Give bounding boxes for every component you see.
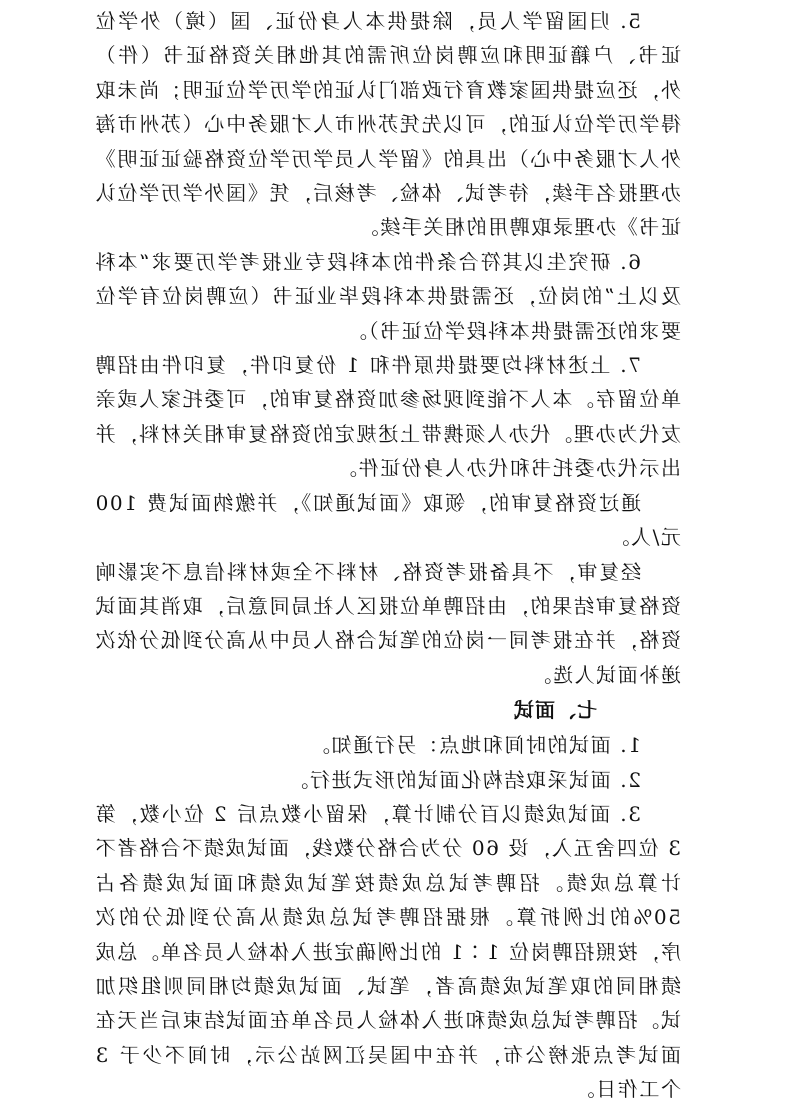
paragraph-originals-and-copies: 7. 上述材料均要提供原件和 1 份复印件，复印件由招聘单位留存。本人不能到现场参加资格复审的，可委托家人或亲友代为办理。代办人须携带上述规定的资格复审相关材料，并出示代办委托书和代办人身份证件。 xyxy=(94,353,681,481)
paragraph-interview-time: 1. 面试的时间和地点：另行通知。 xyxy=(308,733,641,758)
paragraph-interview-scoring: 3. 面试成绩以百分制计算，保留小数点后 2 位小数，第 3 位四舍五入，设 60 分为合格分数线，面试成绩不合格者不计算总成绩。招聘考试总成绩按笔试成绩和面试成绩各占 50%的比例折算。根据招聘考试总成绩从高分到低分的次序，按照招聘岗位 1∶1 的比例确定进入体检人员名单。总成绩相同的取笔试成绩高者，笔试、面试成绩均相同则组织加试。招聘考试总成绩和进入体检人员名单在面试结束后当天在面试考点张榜公布，并在中国吴江网站公示，时间不少于 3 个工作日。 xyxy=(94,801,681,1102)
paragraph-interview-format: 2. 面试采取结构化面试的形式进行。 xyxy=(286,767,641,792)
paragraph-disqualification: 经复审，不具备报考资格、材料不全或材料信息不实影响资格复审结果的，由招聘单位报区人社局同意后，取消其面试资格，并在报考同一岗位的笔试合格人员中从高分到低分依次递补面试人选。 xyxy=(94,559,681,687)
paragraph-interview-notice: 通过资格复审的，领取《面试通知》，并缴纳面试费 100 元/人。 xyxy=(94,490,681,550)
paragraph-graduate-students: 6. 研究生以其符合条件的本科段专业报考学历要求“本科及以上”的岗位，还需提供本科段毕业证书（应聘岗位有学位要求的还需提供本科段学位证书）。 xyxy=(94,249,681,343)
paragraph-returned-students: 5. 归国留学人员，除提供本人身份证、国（境）外学位证书、户籍证明和应聘岗位所需的其他相关资格证书（件）外，还应提供国家教育行政部门认证的学历学位证明；尚未取得学历学位认证的，可以先凭苏州市人才服务中心（苏州市海外人才服务中心）出具的《留学人员学历学位资格验证证明》办理报名手续，待考试、体检、考核后，凭《国外学历学位认证书》办理录取聘用的相关手续。 xyxy=(94,9,681,240)
section-heading-interview: 七、面试 xyxy=(513,698,597,723)
